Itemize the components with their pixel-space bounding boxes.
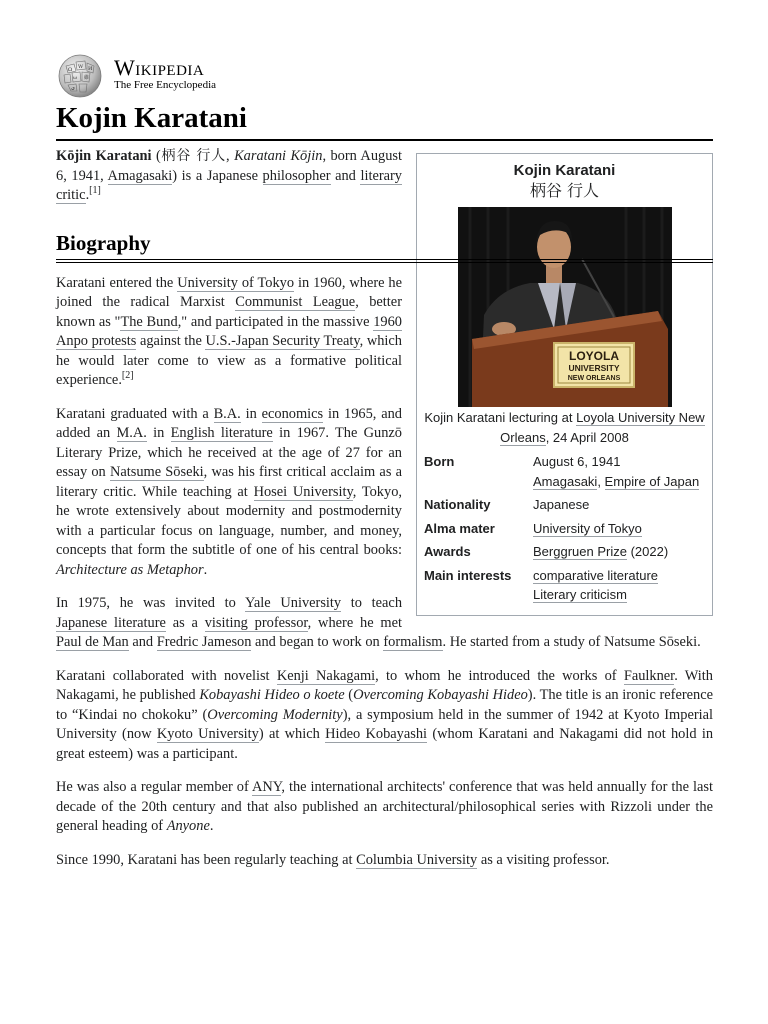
text: In 1975, he was invited to	[56, 595, 245, 611]
italic-title: Overcoming Modernity	[207, 706, 343, 723]
literary-criticism-link[interactable]: Literary criticism	[533, 587, 627, 602]
columbia-university-link[interactable]: Columbia University	[356, 851, 478, 868]
lead-text: ,	[226, 148, 235, 164]
born-separator: ,	[597, 473, 605, 489]
caption-text-2: , 24 April 2008	[545, 430, 629, 445]
svg-text:Ω: Ω	[68, 67, 73, 73]
loyola-link[interactable]: Loyola University New Orleans	[500, 410, 705, 445]
lead-text: .	[85, 187, 90, 203]
infobox-row-nationality	[424, 495, 705, 515]
born-label: Born	[424, 454, 455, 469]
berggruen-prize-link[interactable]: Berggruen Prize	[533, 544, 627, 559]
faulkner-link[interactable]: Faulkner	[623, 667, 675, 684]
lead-text: and	[330, 167, 361, 184]
page-title: Kojin Karatani	[56, 100, 713, 141]
kenji-nakagami-link[interactable]: Kenji Nakagami	[276, 667, 376, 684]
any-link[interactable]: ANY	[252, 779, 282, 795]
lead-bold-name: Kōjin Karatani	[56, 148, 152, 164]
text: (whom Karatani and Nakagami did not hold in great esteem) was a participant.	[56, 726, 714, 762]
hideo-kobayashi-link[interactable]: Hideo Kobayashi	[325, 726, 428, 742]
text: , where he met	[307, 614, 402, 631]
text: ) at which	[258, 726, 326, 742]
reference-2[interactable]: [2]	[121, 370, 134, 382]
infobox	[416, 153, 713, 616]
awards-label: Awards	[424, 544, 471, 559]
lead-romaji: Karatani Kōjin	[234, 148, 323, 164]
japanese-literature-link[interactable]: Japanese literature	[56, 614, 166, 631]
anpo-protests-link[interactable]: 1960 Anpo protests	[56, 313, 402, 349]
natsume-soseki-link[interactable]: Natsume Sōseki	[109, 464, 204, 480]
lead-text: ) is a Japanese	[172, 167, 263, 184]
text: , Tokyo, he wrote extensively about modernity and postmodernity with a particular focus on language, number, and money, concepts that form the subtitle of one of his central books:	[56, 483, 402, 558]
literary-critic-link[interactable]: literary critic	[56, 167, 403, 203]
text: ," and participated in the massive	[177, 313, 374, 330]
comparative-literature-link[interactable]: comparative literature	[533, 567, 658, 583]
svg-text:ي: ي	[71, 85, 75, 91]
born-value	[533, 452, 705, 491]
text: in	[240, 405, 262, 422]
italic-title: Anyone	[166, 818, 210, 834]
text: as a	[165, 614, 205, 631]
ba-link[interactable]: B.A.	[213, 405, 241, 422]
philosopher-link[interactable]: philosopher	[262, 167, 331, 184]
alma-mater-link[interactable]: University of Tokyo	[533, 520, 642, 536]
text: , better known as "	[56, 294, 402, 330]
main-interests-value	[533, 566, 705, 605]
svg-text:維: 維	[84, 75, 90, 81]
born-date: August 6, 1941	[533, 454, 621, 469]
biography-paragraph-5	[56, 778, 713, 837]
text: to teach	[341, 595, 403, 611]
text: ), a symposium held in the summer of 1942 at Kyoto Imperial University (now	[56, 706, 714, 742]
biography-paragraph-6	[56, 851, 713, 871]
wikipedia-globe-icon[interactable]	[56, 54, 104, 98]
caption-text-1: Kojin Karatani lecturing at	[424, 410, 577, 425]
wordmark-tagline: The Free Encyclopedia	[114, 79, 217, 91]
infobox-native-name: 柄谷 行人	[529, 181, 600, 200]
visiting-professor-link[interactable]: visiting professor	[204, 614, 308, 631]
text: as a visiting professor.	[477, 851, 610, 868]
awards-value	[533, 542, 705, 562]
reference-1[interactable]: [1]	[89, 185, 101, 197]
biography-paragraph-4	[56, 667, 713, 765]
yale-university-link[interactable]: Yale University	[244, 595, 342, 611]
english-literature-link[interactable]: English literature	[170, 425, 273, 441]
born-amagasaki-link[interactable]: Amagasaki	[533, 473, 598, 489]
nationality-value: Japanese	[533, 497, 590, 512]
text: and began to work on	[251, 634, 384, 650]
podium-sign-line3: NEW ORLEANS	[567, 375, 620, 382]
svg-text:И: И	[88, 66, 93, 72]
svg-text:ω: ω	[73, 75, 78, 81]
communist-league-link[interactable]: Communist League	[235, 294, 356, 310]
infobox-row-born	[424, 452, 705, 491]
the-bund-link[interactable]: The Bund	[120, 313, 178, 330]
text: in 1960, where he joined the radical Marxist	[56, 274, 402, 310]
lead-native-name: 柄谷 行人	[160, 148, 227, 164]
kyoto-university-link[interactable]: Kyoto University	[156, 726, 259, 742]
section-heading-biography: Biography	[56, 229, 713, 260]
text: Karatani collaborated with novelist	[56, 667, 277, 684]
alma-mater-label: Alma mater	[424, 520, 495, 536]
text: against the	[136, 333, 206, 349]
text: in 1965, and added an	[56, 405, 402, 441]
text: Karatani entered the	[56, 274, 178, 291]
text: , was his first critical acclaim as a literary critic. While teaching at	[56, 464, 402, 500]
economics-link[interactable]: economics	[261, 405, 324, 422]
lead-text: (	[151, 148, 161, 164]
ma-link[interactable]: M.A.	[116, 425, 147, 441]
italic-title: Overcoming Kobayashi Hideo	[353, 687, 528, 703]
fredric-jameson-link[interactable]: Fredric Jameson	[156, 634, 252, 650]
infobox-row-main-interests	[424, 566, 705, 605]
text: , to whom he introduced the works of	[375, 667, 624, 684]
text: in	[146, 425, 171, 441]
infobox-row-awards	[424, 542, 705, 562]
empire-of-japan-link[interactable]: Empire of Japan	[604, 473, 700, 489]
text: . With Nakagami, he published	[56, 667, 713, 703]
text: , the international architects' conference that was held annually for the last decade of the 20th century and that also published an architectural/philosophical series with Rizzoli under the general heading of	[56, 779, 713, 834]
university-of-tokyo-link[interactable]: University of Tokyo	[177, 274, 295, 291]
hosei-university-link[interactable]: Hosei University	[253, 483, 353, 500]
infobox-caption	[424, 408, 705, 448]
text: Since 1990, Karatani has been regularly teaching at	[56, 851, 357, 868]
page	[56, 54, 713, 884]
book-title: Architecture as Metaphor	[56, 561, 204, 578]
awards-year: (2022)	[626, 544, 669, 559]
podium-sign-line1: LOYOLA	[568, 349, 619, 363]
nationality-label: Nationality	[424, 497, 491, 512]
svg-text:W: W	[78, 64, 84, 70]
main-interests-label: Main interests	[424, 567, 512, 583]
text: (	[344, 687, 354, 703]
text: ). The title is an ironic reference to “Kindai no chokoku” (	[56, 687, 713, 723]
infobox-title: Kojin Karatani	[513, 162, 616, 179]
text: .	[203, 561, 208, 578]
text: .	[209, 818, 214, 834]
security-treaty-link[interactable]: U.S.-Japan Security Treaty	[205, 333, 360, 349]
site-header	[56, 54, 713, 100]
amagasaki-link[interactable]: Amagasaki	[107, 167, 173, 184]
infobox-row-alma-mater	[424, 519, 705, 539]
alma-mater-value	[533, 519, 705, 539]
lead-text: , born August 6, 1941,	[56, 148, 403, 184]
formalism-link[interactable]: formalism	[383, 634, 443, 650]
text: and	[128, 634, 157, 650]
wordmark-name: Wikipedia	[114, 55, 205, 80]
text: , which he would later come to view as a formative political experience.	[56, 333, 403, 388]
text: He was also a regular member of	[56, 779, 252, 795]
podium-sign-line2: UNIVERSITY	[567, 363, 620, 373]
text: in 1967. The Gunzō Literary Prize, which he received at the age of 27 for an essay on	[56, 425, 402, 480]
italic-title: Kobayashi Hideo o koete	[199, 687, 345, 703]
wikipedia-wordmark[interactable]	[114, 57, 216, 92]
paul-de-man-link[interactable]: Paul de Man	[56, 634, 129, 650]
text: . He started from a study of Natsume Sōseki.	[442, 634, 701, 650]
text: Karatani graduated with a	[56, 405, 214, 422]
